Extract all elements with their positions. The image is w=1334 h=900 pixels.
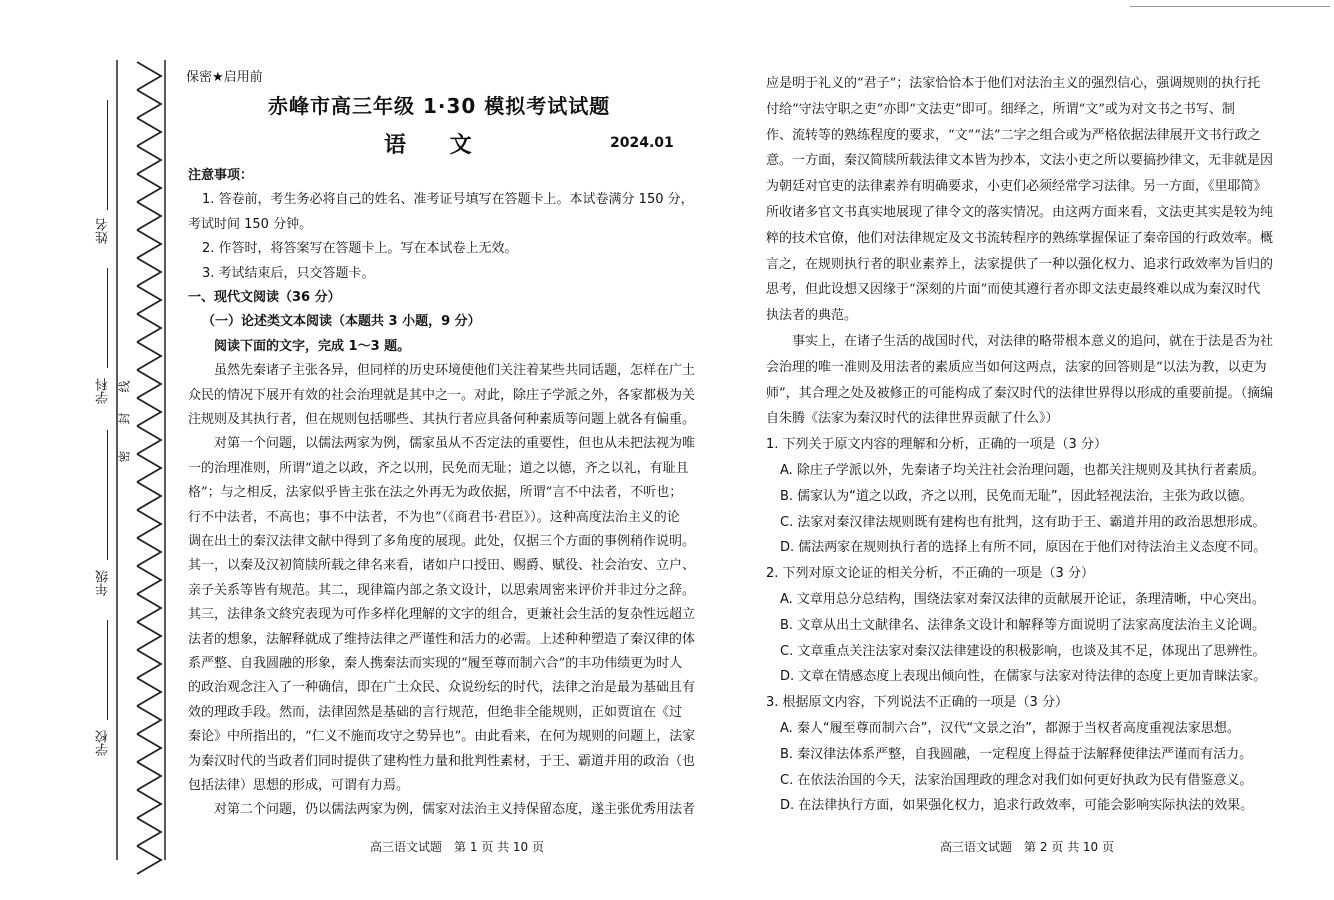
text-line: 2. 作答时，将答案写在答题卡上。写在本试卷上无效。 [202,241,518,257]
text-line: 亲子关系等皆有规范。其二，现律篇内部之条文设计，以思索周密来评价并非过分之辞。 [188,582,696,598]
binding-chevron [137,510,161,538]
text-line: 粹的技术官僚，他们对法律规定及文书流转程序的熟练掌握保证了秦帝国的行政效率。概 [766,230,1274,246]
name-label: 姓名 [96,218,111,244]
text-line: 付给“守法守职之吏”亦即“文法吏”即可。细绎之，所谓“文”或为对文书之书写、制 [766,101,1235,117]
text-line: 应是明于礼义的“君子”；法家恰恰本于他们对法治主义的强烈信心，强调规则的执行托 [766,76,1261,91]
text-line: 1. 下列关于原文内容的理解和分析，正确的一项是（3 分） [766,437,1107,453]
binding-chevron [137,118,161,146]
grade-label: 年级 [96,570,111,596]
binding-chevron [137,146,161,174]
text-line: 2. 下列对原文论证的相关分析，不正确的一项是（3 分） [766,566,1094,582]
text-line: D. 儒法两家在规则执行者的选择上有所不同，原因在于他们对待法治主义态度不同。 [780,540,1267,556]
binding-chevron [137,370,161,398]
text-line: 所收诸多官文书真实地展现了律令文的落实情况。由这两方面来看，文法吏其实是较为纯 [766,205,1274,220]
binding-chevron [137,426,161,454]
text-line: 为朝廷对官吏的法律素养有明确要求，小吏们必须经常学习法律。另一方面，《里耶简》 [766,179,1267,195]
text-line: 意。一方面，秦汉简牍所载法律文本皆为抄本，文法小吏之所以要搞抄律文，无非就是因 [766,153,1274,169]
grade-blank-line [107,430,108,560]
binding-chevron [137,286,161,314]
text-line: 注规则及其执行者，但在规则包括哪些、其执行者应具备何种素质等问题上就各有偏重。 [188,412,696,427]
binding-chevron [137,90,161,118]
text-line: （一）论述类文本阅读（本题共 3 小题，9 分） [202,314,481,330]
text-line: 秦论》中所指出的，“仁义不施而攻守之势异也”。由此看来，在何为规则的问题上，法家 [188,729,696,745]
scan-edge-line [1130,6,1330,7]
text-line: 系严整、自我圆融的形象，秦人携秦法而实现的“履至尊而制六合”的丰功伟绩更为时人 [188,656,683,671]
subject-blank-line-top [107,268,108,368]
binding-chevron [137,538,161,566]
text-line: 注意事项： [188,168,254,183]
binding-chevron [137,174,161,202]
text-line: 效的理政手段。然而，法律固然是基础的言行规范，但绝非全能规则，正如贾谊在《过 [188,704,683,720]
binding-chevron [137,650,161,678]
text-line: A. 除庄子学派以外，先秦诸子均关注社会治理问题，也都关注规则及其执行者素质。 [780,463,1265,478]
text-line: 众民的情况下展开有效的社会治理就是其中之一。对此，除庄子学派之外，各家都极为关 [188,387,696,403]
binding-chevron [137,398,161,426]
text-line: 3. 考试结束后，只交答题卡。 [202,265,375,281]
binding-chevron [137,706,161,734]
binding-chevron [137,258,161,286]
name-blank-line [107,100,108,210]
seal-char-xian: 线 [117,380,132,393]
text-line: 为秦汉时代的当政者们同时提供了建构性力量和批判性素材，于王、霸道并用的政治（也 [188,753,696,769]
binding-chevron [137,734,161,762]
school-label: 学校 [96,730,111,756]
text-line: 自朱腾《法家为秦汉时代的法律世界贡献了什么》） [766,411,1059,427]
text-line: C. 法家对秦汉律法规则既有建构也有批判，这有助于王、霸道并用的政治思想形成。 [780,514,1266,530]
binding-chevron [137,230,161,258]
text-line: A. 秦人“履至尊而制六合”，汉代“文景之治”，都源于当权者高度重视法家思想。 [780,721,1240,736]
binding-margin [0,0,175,900]
text-line: 对第二个问题，仍以儒法两家为例，儒家对法治主义持保留态度，遂主张优秀用法者 [214,802,696,818]
text-line: 1. 答卷前，考生务必将自己的姓名、准考证号填写在答题卡上。本试卷满分 150 分， [202,192,694,208]
binding-chevron [137,202,161,230]
school-blank-line [107,620,108,720]
text-line: 言之，在规则执行者的职业素养上，法家提供了一种以强化权力、追求行政效率为旨归的 [766,256,1274,272]
text-line: A. 文章用总分总结构，围绕法家对秦汉法律的贡献展开论证，条理清晰，中心突出。 [780,592,1265,607]
seal-char-feng: 封 [117,412,132,425]
binding-chevron [137,622,161,650]
binding-chevron [137,678,161,706]
binding-chevron [137,566,161,594]
text-line: 其一，以秦及汉初简牍所载之律名来看，诸如户口授田、赐爵、赋役、社会治安、立户、 [188,558,696,574]
text-line: 格”；与之相反，法家似乎皆主张在法之外再无为政依据，所谓“言不中法者，不听也； [188,485,683,501]
text-line: 虽然先秦诸子主张各异，但同样的历史环境使他们关注着某些共同话题，怎样在广土 [214,363,696,379]
text-line: 行不中法者，不高也；事不中法者，不为也”（《商君书·君臣》）。这种高度法治主义的论 [188,509,680,525]
text-line: 调在出土的秦汉法律文献中得到了多角度的展现。此处，仅据三个方面的事例稍作说明。 [188,534,696,549]
text-line: 3. 根据原文内容，下列说法不正确的一项是（3 分） [766,695,1068,711]
binding-chevron [137,818,161,846]
text-line: 执法者的典范。 [766,308,858,324]
text-line: B. 秦汉律法体系严整，自我圆融，一定程度上得益于法解释使律法严谨而有活力。 [780,746,1253,762]
text-line: 师”，其合理之处及被修正的可能构成了秦汉时代的法律世界得以形成的重要前提。（摘编 [766,385,1274,401]
text-line: B. 儒家认为“道之以政，齐之以刑，民免而无耻”，因此轻视法治，主张为政以德。 [780,488,1253,504]
binding-chevron [137,342,161,370]
binding-chevron [137,762,161,790]
confidential-mark: 保密★启用前 [186,70,263,85]
text-line: C. 文章重点关注法家对秦汉法律建设的积极影响，也谈及其不足，体现出了思辨性。 [780,643,1266,659]
binding-chevron [137,790,161,818]
text-line: 对第一个问题，以儒法两家为例，儒家虽从不否定法的重要性，但也从未把法视为唯 [214,436,696,452]
page-1-footer: 高三语文试题 第 1 页 共 10 页 [370,840,544,854]
text-line: B. 文章从出土文献律名、法律条文设计和解释等方面说明了法家高度法治主义论调。 [780,617,1266,633]
binding-chevron [137,482,161,510]
binding-chevron [137,62,161,90]
binding-chevron [137,846,161,874]
binding-chevron [137,314,161,342]
text-line: 事实上，在诸子生活的战国时代，对法律的略带根本意义的追问，就在于法是否为社 [792,334,1274,349]
exam-title: 赤峰市高三年级 1·30 模拟考试试题 [268,94,611,118]
text-line: 的政治观念注入了一种确信，即在广土众民、众说纷纭的时代，法律之治是最为基础且有 [188,680,696,696]
text-line: 一的治理准则，所谓“道之以政，齐之以刑，民免而无耻；道之以德，齐之以礼，有耻且 [188,460,689,476]
text-line: 考试时间 150 分钟。 [188,216,313,232]
text-line: 包括法律）思想的形成，可谓有力焉。 [188,778,410,793]
text-line: 思考，但此设想又因缘于“深刻的片面”而使其遵行者亦即文法吏最终难以成为秦汉时代 [766,282,1261,298]
page-2-footer: 高三语文试题 第 2 页 共 10 页 [940,840,1114,854]
text-line: 会治理的唯一准则及用法者的素质应当如何这两点，法家的回答则是“以法为教，以吏为 [766,359,1267,375]
binding-chevron-strip [0,0,175,900]
text-line: C. 在依法治国的今天，法家治国理政的理念对我们如何更好执政为民有借鉴意义。 [780,772,1253,788]
text-line: 作、流转等的熟练程度的要求，“文”“法”二字之组合或为严格依据法律展开文书行政之 [766,127,1261,143]
text-line: 其三，法律条文終究表现为可作多样化理解的文字的组合，更兼社会生活的复杂性远超立 [188,607,696,623]
text-line: 法者的想象，法解释就成了维持法律之严谨性和活力的必需。上述种种塑造了秦汉律的体 [188,631,696,647]
exam-date: 2024.01 [610,135,674,151]
text-line: D. 文章在情感态度上表现出倾向性，在儒家与法家对待法律的态度上更加青睐法家。 [780,669,1267,685]
text-line: 阅读下面的文字，完成 1～3 题。 [214,338,411,354]
text-line: D. 在法律执行方面，如果强化权力，追求行政效率，可能会影响实际执法的效果。 [780,798,1254,814]
binding-chevron [137,594,161,622]
seal-char-mi: 密 [117,450,132,463]
text-line: 一、现代文阅读（36 分） [188,290,341,305]
subject-title: 语 文 [384,133,490,158]
subject-label: 学科 [96,378,111,404]
binding-chevron [137,454,161,482]
